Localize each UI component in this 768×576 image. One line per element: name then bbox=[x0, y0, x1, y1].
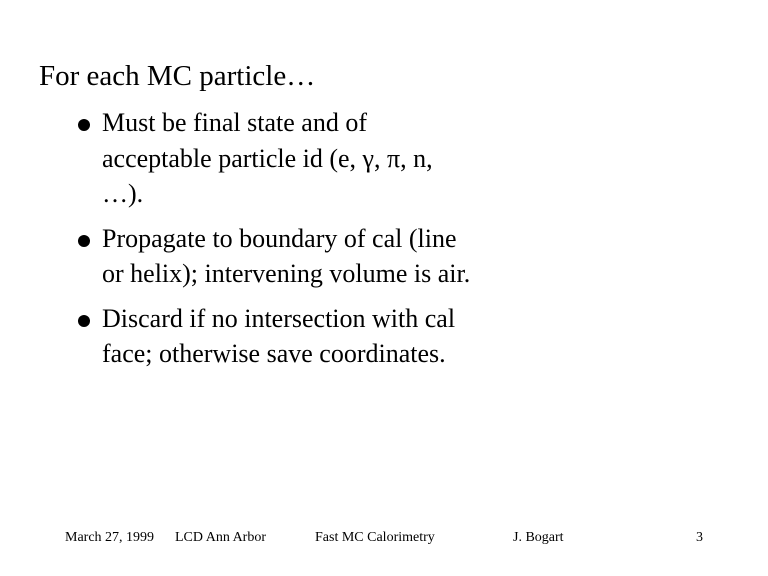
footer-topic: Fast MC Calorimetry bbox=[315, 530, 435, 545]
bullet-item bbox=[74, 301, 474, 372]
bullet-dot-icon bbox=[78, 119, 90, 131]
bullet-dot-icon bbox=[78, 235, 90, 247]
bullet-item bbox=[74, 221, 474, 292]
bullet-text: Discard if no intersection with cal face; otherwise save coordinates. bbox=[102, 303, 456, 368]
footer-date: March 27, 1999 bbox=[65, 530, 155, 545]
footer-conference: LCD Ann Arbor bbox=[175, 530, 266, 545]
bullet-dot-icon bbox=[78, 315, 90, 327]
footer-author: J. Bogart bbox=[513, 530, 564, 545]
bullet-list bbox=[74, 105, 474, 381]
bullet-item bbox=[74, 105, 474, 212]
slide-title: For each MC particle… bbox=[39, 60, 316, 92]
bullet-text: Must be final state and of acceptable particle id (e, γ, π, n, …). bbox=[102, 108, 433, 208]
bullet-text: Propagate to boundary of cal (line or helix); intervening volume is air. bbox=[102, 223, 471, 288]
footer-page-number: 3 bbox=[696, 530, 703, 545]
